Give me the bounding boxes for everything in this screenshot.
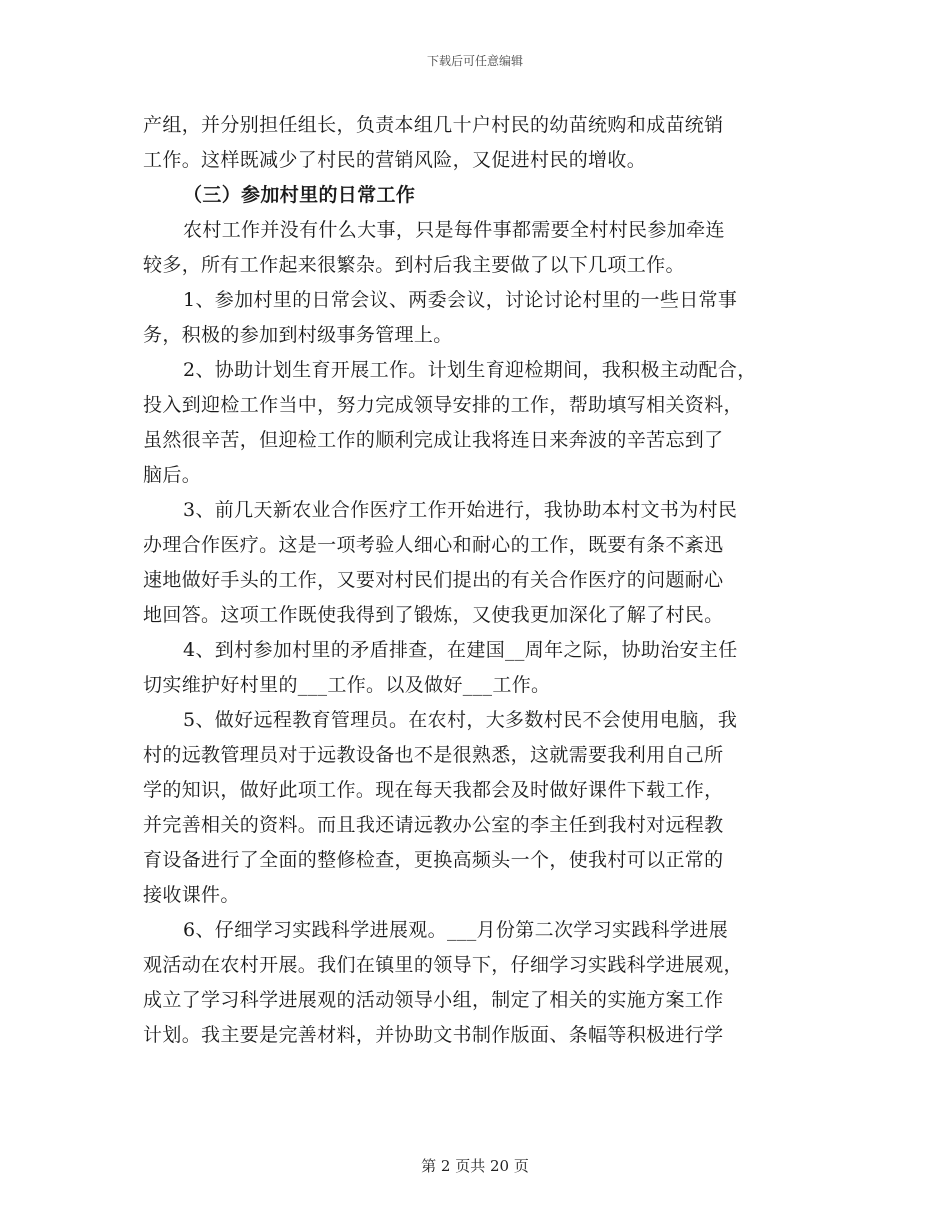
list-item-3: 3、前几天新农业合作医疗工作开始进行，我协助本村文书为村民 — [183, 499, 738, 521]
paragraph-line: 接收课件。 — [143, 884, 240, 906]
paragraph-line: 较多，所有工作起来很繁杂。到村后我主要做了以下几项工作。 — [143, 254, 685, 276]
list-item-2: 2、协助计划生育开展工作。计划生育迎检期间，我积极主动配合， — [183, 359, 757, 381]
page-header: 下载后可任意编辑 — [426, 54, 523, 68]
paragraph-line: 成立了学习科学进展观的活动领导小组，制定了相关的实施方案工作 — [143, 989, 724, 1011]
paragraph-line: 地回答。这项工作既使我得到了锻炼，又使我更加深化了解了村民。 — [143, 604, 724, 626]
paragraph-line: 观活动在农村开展。我们在镇里的领导下，仔细学习实践科学进展观， — [143, 954, 743, 976]
paragraph-line: 务，积极的参加到村级事务管理上。 — [143, 324, 453, 346]
section-heading: （三）参加村里的日常工作 — [183, 184, 416, 206]
paragraph-line: 虽然很辛苦，但迎检工作的顺利完成让我将连日来奔波的辛苦忘到了 — [143, 429, 724, 451]
paragraph-line: 农村工作并没有什么大事，只是每件事都需要全村村民参加牵连 — [183, 219, 725, 241]
paragraph-line: 速地做好手头的工作，又要对村民们提出的有关合作医疗的问题耐心 — [143, 569, 724, 591]
paragraph-line: 投入到迎检工作当中，努力完成领导安排的工作，帮助填写相关资料， — [143, 394, 743, 416]
paragraph-line: 办理合作医疗。这是一项考验人细心和耐心的工作，既要有条不紊迅 — [143, 534, 724, 556]
paragraph-line: 学的知识，做好此项工作。现在每天我都会及时做好课件下载工作， — [143, 779, 724, 801]
list-item-6: 6、仔细学习实践科学进展观。___月份第二次学习实践科学进展 — [183, 919, 729, 941]
list-item-5: 5、做好远程教育管理员。在农村，大多数村民不会使用电脑，我 — [183, 709, 738, 731]
list-item-4: 4、到村参加村里的矛盾排查，在建国__周年之际，协助治安主任 — [183, 639, 738, 661]
paragraph-line: 育设备进行了全面的整修检查，更换高频头一个，使我村可以正常的 — [143, 849, 724, 871]
paragraph-line: 产组，并分别担任组长，负责本组几十户村民的幼苗统购和成苗统销 — [143, 114, 724, 136]
page-footer: 第 2 页共 20 页 — [421, 1157, 529, 1175]
list-item-1: 1、参加村里的日常会议、两委会议，讨论讨论村里的一些日常事 — [183, 289, 738, 311]
paragraph-line: 并完善相关的资料。而且我还请远教办公室的李主任到我村对远程教 — [143, 814, 724, 836]
paragraph-line: 计划。我主要是完善材料，并协助文书制作版面、条幅等积极进行学 — [143, 1024, 724, 1046]
paragraph-line: 脑后。 — [143, 464, 202, 486]
paragraph-line: 切实维护好村里的___工作。以及做好___工作。 — [143, 674, 551, 696]
paragraph-line: 工作。这样既减少了村民的营销风险，又促进村民的增收。 — [143, 149, 647, 171]
document-body — [143, 108, 807, 1053]
paragraph-line: 村的远教管理员对于远教设备也不是很熟悉，这就需要我利用自己所 — [143, 744, 724, 766]
